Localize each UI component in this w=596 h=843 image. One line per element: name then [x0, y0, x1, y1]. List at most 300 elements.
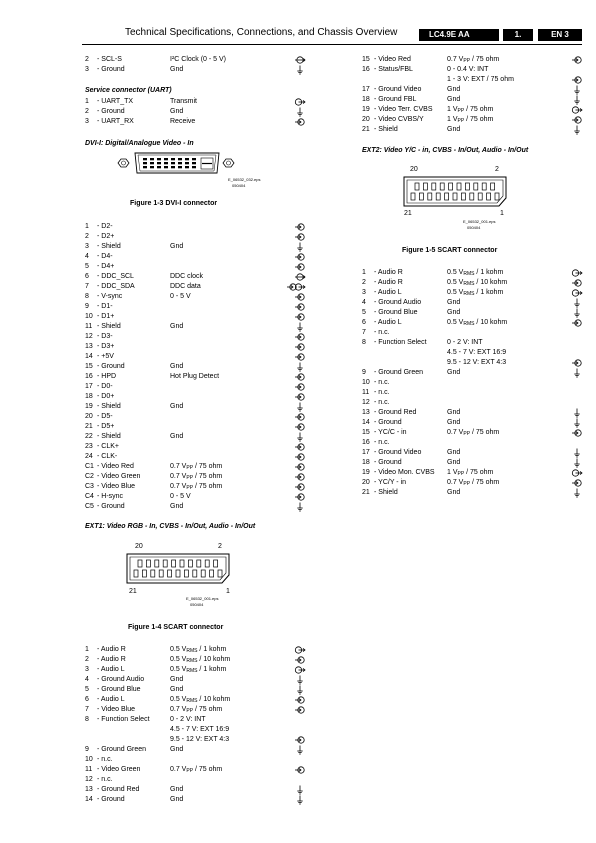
pin-signal-name: - YC/C - in	[374, 429, 407, 436]
pin-row	[362, 388, 582, 398]
pin-row	[85, 482, 305, 492]
scart-pin	[184, 570, 188, 577]
input-arrow-icon	[572, 428, 582, 438]
pin-row	[85, 795, 305, 805]
pin-description: Gnd	[170, 786, 184, 793]
ext1-image-code: E_06532_001.eps	[186, 596, 219, 601]
pin-description: Gnd	[447, 86, 461, 93]
pin-number: 13	[362, 409, 370, 416]
ground-icon	[295, 107, 305, 117]
ext1-pin-label-2: 2	[218, 543, 222, 550]
pin-description: 0.5 $V_{RMS} / 10$ kohm	[447, 319, 508, 327]
pin-signal-name: - Ground FBL	[374, 96, 417, 103]
pin-description: 0.7 $V_{PP} / 75$ ohm	[170, 473, 223, 481]
scart-pin	[415, 183, 419, 190]
pin-row	[85, 242, 305, 252]
scart-pin	[151, 570, 155, 577]
ext2-scart-pin-grid	[411, 183, 499, 200]
pin-number: 3	[85, 66, 89, 73]
input-arrow-icon	[295, 765, 305, 775]
pin-row	[85, 432, 305, 442]
scart-pin	[423, 183, 427, 190]
dvi-pin	[192, 166, 196, 168]
pin-number: 13	[85, 343, 93, 350]
pin-number: 3	[85, 243, 89, 250]
pin-number: C1	[85, 463, 94, 470]
ext1-scart-shell	[127, 554, 229, 583]
pin-description: Gnd	[170, 503, 184, 510]
ground-icon	[572, 95, 582, 105]
pin-signal-name: - Video Green	[97, 766, 141, 773]
ground-icon	[572, 448, 582, 458]
dvi-image-code: E_06532_032.eps	[228, 177, 261, 182]
pin-row	[85, 372, 305, 382]
ext2-scart-shell-inner	[407, 180, 503, 203]
pin-number: 1	[85, 98, 89, 105]
ground-icon	[295, 322, 305, 332]
dvi-pin	[171, 166, 175, 168]
pin-description: Gnd	[170, 746, 184, 753]
ext1-pin-label-21: 21	[129, 588, 137, 595]
pin-description: Gnd	[447, 419, 461, 426]
bidirectional-arrow-icon	[295, 272, 305, 282]
pin-row	[85, 55, 305, 65]
pin-description: 0 - 0.4 V: INT	[447, 66, 489, 73]
pin-description: 0.5 $V_{RMS} / 10$ kohm	[170, 656, 231, 664]
input-arrow-icon	[295, 482, 305, 492]
pin-signal-name: - Shield	[97, 323, 121, 330]
pin-signal-name: - H-sync	[97, 493, 124, 500]
pin-description: I²C Clock (0 - 5 V)	[170, 56, 227, 63]
pin-number: 15	[362, 429, 370, 436]
pin-row	[85, 462, 305, 472]
ext1-pin-label-20: 20	[135, 543, 143, 550]
pin-row	[362, 268, 582, 278]
dvi-pin	[192, 158, 196, 160]
output-arrow-icon	[572, 288, 582, 298]
pin-signal-name: - Ground	[97, 66, 125, 73]
pin-row	[362, 418, 582, 428]
pin-row	[85, 502, 305, 512]
pin-number: 8	[362, 339, 366, 346]
pin-signal-name: - Ground Blue	[374, 309, 418, 316]
pin-description: Gnd	[447, 126, 461, 133]
pin-number: C2	[85, 473, 94, 480]
pin-signal-name: - D5-	[97, 413, 113, 420]
pin-signal-name: - D4+	[97, 263, 115, 270]
ext1-image-date: 050404	[190, 602, 204, 607]
ground-icon	[295, 362, 305, 372]
scart-pin	[461, 193, 465, 200]
pin-row	[85, 725, 305, 735]
input-arrow-icon	[295, 412, 305, 422]
pin-row	[85, 232, 305, 242]
pin-signal-name: - n.c.	[374, 399, 390, 406]
pin-row	[85, 262, 305, 272]
pin-number: 18	[85, 393, 93, 400]
pin-number: 1	[85, 223, 89, 230]
ext1-pin-table	[85, 645, 305, 805]
pin-signal-name: - Audio R	[97, 656, 126, 663]
pin-number: 9	[85, 746, 89, 753]
scart-pin	[168, 570, 172, 577]
pin-number: 3	[85, 118, 89, 125]
pin-description: Hot Plug Detect	[170, 373, 220, 380]
i2c-pin-table	[85, 55, 305, 75]
pin-signal-name: - D0-	[97, 383, 113, 390]
pin-signal-name: - D3-	[97, 333, 113, 340]
pin-signal-name: - Video Green	[97, 473, 141, 480]
scart-pin	[163, 560, 167, 567]
pin-description: Gnd	[170, 686, 184, 693]
dvi-pin	[157, 166, 161, 168]
pin-row	[85, 302, 305, 312]
pin-number: 12	[85, 333, 93, 340]
pin-signal-name: - Video CVBS/Y	[374, 116, 424, 123]
scart-pin	[159, 570, 163, 577]
ground-icon	[572, 308, 582, 318]
pin-signal-name: - Video Red	[97, 463, 134, 470]
pin-signal-name: - Shield	[97, 433, 121, 440]
pin-number: 16	[362, 439, 370, 446]
pin-number: 19	[85, 403, 93, 410]
input-arrow-icon	[295, 695, 305, 705]
pin-signal-name: - Ground	[97, 503, 125, 510]
input-arrow-icon	[295, 342, 305, 352]
pin-signal-name: - n.c.	[374, 439, 390, 446]
pin-row	[85, 312, 305, 322]
ext2-image-code: E_06532_001.eps	[463, 219, 496, 224]
pin-row	[85, 322, 305, 332]
page-header	[0, 27, 596, 43]
ext2-scart-drawing	[403, 176, 513, 208]
pin-signal-name: - Function Select	[374, 339, 427, 346]
pin-row	[362, 468, 582, 478]
pin-row	[362, 65, 582, 75]
pin-row	[85, 352, 305, 362]
pin-description: DDC clock	[170, 273, 204, 280]
pin-number: 22	[85, 433, 93, 440]
pin-signal-name: - Audio L	[374, 289, 402, 296]
pin-signal-name: - +5V	[97, 353, 114, 360]
dvi-section-title: DVI-I: Digital/Analogue Video - In	[85, 140, 194, 147]
pin-row	[85, 117, 305, 127]
pin-row	[85, 492, 305, 502]
pin-row	[85, 272, 305, 282]
pin-row	[85, 745, 305, 755]
input-arrow-icon	[295, 262, 305, 272]
pin-description: 0 - 5 V	[170, 493, 191, 500]
pin-signal-name: - UART_TX	[97, 98, 134, 105]
ground-icon	[572, 298, 582, 308]
pin-description: 1 - 3 V: EXT / 75 ohm	[447, 76, 514, 83]
pin-number: 19	[362, 106, 370, 113]
scart-pin	[205, 560, 209, 567]
pin-row	[362, 448, 582, 458]
output-arrow-icon	[295, 282, 305, 292]
pin-number: 6	[85, 696, 89, 703]
input-arrow-icon	[295, 452, 305, 462]
pin-description: Gnd	[447, 459, 461, 466]
pin-number: 20	[362, 479, 370, 486]
scart-pin	[428, 193, 432, 200]
pin-row	[85, 342, 305, 352]
pin-row	[85, 655, 305, 665]
pin-row	[85, 222, 305, 232]
pin-number: 8	[85, 716, 89, 723]
pin-number: 15	[85, 363, 93, 370]
dvi-pin-table	[85, 222, 305, 512]
dvi-pin	[150, 166, 154, 168]
pin-description: Gnd	[170, 433, 184, 440]
pin-number: 21	[362, 489, 370, 496]
pin-row	[362, 75, 582, 85]
pin-signal-name: - V-sync	[97, 293, 123, 300]
dvi-pin	[185, 162, 189, 164]
pin-number: 21	[362, 126, 370, 133]
pin-number: 14	[85, 796, 93, 803]
pin-row	[362, 338, 582, 348]
pin-signal-name: - D1-	[97, 303, 113, 310]
dvi-pin	[192, 162, 196, 164]
pin-row	[85, 282, 305, 292]
pin-number: 12	[362, 399, 370, 406]
pin-description: 0.7 $V_{PP} / 75$ ohm	[447, 479, 500, 487]
pin-row	[362, 278, 582, 288]
pin-signal-name: - Video Red	[374, 56, 411, 63]
ext2-pin-label-20: 20	[410, 166, 418, 173]
pin-signal-name: - Shield	[97, 403, 121, 410]
scart-pin	[419, 193, 423, 200]
pin-row	[362, 105, 582, 115]
input-arrow-icon	[295, 422, 305, 432]
pin-row	[85, 765, 305, 775]
pin-number: 7	[85, 706, 89, 713]
scart-pin	[487, 193, 491, 200]
pin-number: 6	[85, 273, 89, 280]
dvi-pin	[157, 158, 161, 160]
scart-pin	[440, 183, 444, 190]
pin-signal-name: - DDC_SDA	[97, 283, 135, 290]
pin-description: 0.5 $V_{RMS} / 1$ kohm	[170, 666, 227, 674]
scart-pin	[474, 183, 478, 190]
ground-icon	[572, 488, 582, 498]
input-arrow-icon	[295, 372, 305, 382]
scart-pin	[411, 193, 415, 200]
input-arrow-icon	[295, 222, 305, 232]
input-arrow-icon	[295, 382, 305, 392]
header-divider	[82, 44, 582, 45]
dvi-pin	[143, 162, 147, 164]
page-title: Technical Specifications, Connections, and Chassis Overview	[125, 27, 398, 38]
dvi-mount-screw-right	[223, 159, 234, 167]
pin-number: 4	[85, 253, 89, 260]
ground-icon	[295, 432, 305, 442]
pin-signal-name: - Audio L	[97, 696, 125, 703]
pin-number: 11	[362, 389, 370, 396]
pin-signal-name: - D2+	[97, 233, 115, 240]
pin-row	[85, 452, 305, 462]
pin-signal-name: - HPD	[97, 373, 117, 380]
dvi-pin	[150, 158, 154, 160]
pin-description: 0.7 $V_{PP} / 75$ ohm	[170, 766, 223, 774]
pin-signal-name: - Ground Video	[374, 86, 422, 93]
pin-row	[85, 97, 305, 107]
pin-signal-name: - Shield	[97, 243, 121, 250]
pin-row	[85, 442, 305, 452]
pin-signal-name: - Ground Red	[97, 786, 140, 793]
pin-row	[362, 95, 582, 105]
ground-icon	[295, 242, 305, 252]
input-arrow-icon	[295, 735, 305, 745]
pin-number: 2	[85, 108, 89, 115]
dvi-mount-screw-left	[118, 159, 129, 167]
pin-row	[362, 368, 582, 378]
pin-signal-name: - Status/FBL	[374, 66, 413, 73]
pin-number: 10	[362, 379, 370, 386]
pin-signal-name: - Ground	[374, 419, 402, 426]
pin-number: 23	[85, 443, 93, 450]
input-arrow-icon	[572, 478, 582, 488]
ext2-pin-table	[362, 268, 582, 498]
scart-pin	[478, 193, 482, 200]
input-arrow-icon	[295, 462, 305, 472]
pin-description: Gnd	[447, 489, 461, 496]
pin-row	[362, 318, 582, 328]
pin-row	[362, 328, 582, 338]
ext2-section-title: EXT2: Video Y/C - in, CVBS - In/Out, Audio - In/Out	[362, 147, 529, 154]
dvi-pin	[157, 162, 161, 164]
pin-signal-name: - Video Mon. CVBS	[374, 469, 435, 476]
pin-signal-name: - Audio R	[374, 269, 403, 276]
pin-number: 18	[362, 459, 370, 466]
ext2-pin-label-21: 21	[404, 210, 412, 217]
pin-number: 10	[85, 313, 93, 320]
model-badge: LC4.9E AA	[419, 29, 499, 41]
input-arrow-icon	[295, 117, 305, 127]
ext1-section-title: EXT1: Video RGB - In, CVBS - In/Out, Audio - In/Out	[85, 523, 256, 530]
uart-section-title: Service connector (UART)	[85, 87, 172, 94]
pin-description: Gnd	[170, 363, 184, 370]
pin-row	[362, 125, 582, 135]
pin-row	[85, 715, 305, 725]
pin-signal-name: - Video Blue	[97, 706, 136, 713]
pin-number: 9	[362, 369, 366, 376]
section-badge: 1.	[503, 29, 533, 41]
pin-number: 12	[85, 776, 93, 783]
pin-description: Gnd	[170, 66, 184, 73]
pin-number: 4	[85, 676, 89, 683]
pin-description: 0.7 $V_{PP} / 75$ ohm	[447, 429, 500, 437]
pin-description: 4.5 - 7 V: EXT 16:9	[447, 349, 507, 356]
scart-pin	[142, 570, 146, 577]
ground-icon	[295, 402, 305, 412]
pin-signal-name: - Audio L	[97, 666, 125, 673]
pin-number: 2	[362, 279, 366, 286]
input-arrow-icon	[295, 292, 305, 302]
pin-description: 1 $V_{PP} / 75$ ohm	[447, 106, 494, 114]
pin-number: 16	[85, 373, 93, 380]
pin-signal-name: - D3+	[97, 343, 115, 350]
ext1-scart-pin-grid	[134, 560, 222, 577]
ext1-figure-caption: Figure 1-4 SCART connector	[128, 624, 224, 631]
scart-pin	[436, 193, 440, 200]
pin-number: 17	[85, 383, 93, 390]
pin-signal-name: - Ground Green	[374, 369, 424, 376]
pin-row	[85, 332, 305, 342]
pin-signal-name: - Function Select	[97, 716, 150, 723]
pin-row	[362, 358, 582, 368]
ground-icon	[295, 795, 305, 805]
pin-number: 3	[362, 289, 366, 296]
pin-signal-name: - CLK+	[97, 443, 119, 450]
pin-description: 0.7 $V_{PP} / 75$ ohm	[170, 483, 223, 491]
output-arrow-icon	[295, 97, 305, 107]
pin-number: 3	[85, 666, 89, 673]
pin-signal-name: - Ground	[374, 459, 402, 466]
pin-row	[85, 362, 305, 372]
pin-number: 13	[85, 786, 93, 793]
input-arrow-icon	[295, 352, 305, 362]
pin-description: Gnd	[447, 309, 461, 316]
ground-icon	[295, 675, 305, 685]
pin-description: 0.5 $V_{RMS} / 10$ kohm	[170, 696, 231, 704]
pin-description: Gnd	[447, 299, 461, 306]
ext2-scart-shell	[404, 177, 506, 206]
pin-number: 1	[85, 646, 89, 653]
pin-description: DDC data	[170, 283, 201, 290]
pin-row	[85, 382, 305, 392]
dvi-figure-caption: Figure 1-3 DVI-I connector	[130, 200, 218, 207]
input-arrow-icon	[295, 252, 305, 262]
pin-number: 6	[362, 319, 366, 326]
pin-row	[85, 755, 305, 765]
ext1-scart-shell-inner	[130, 557, 226, 580]
dvi-pin	[143, 158, 147, 160]
pin-signal-name: - Ground Video	[374, 449, 422, 456]
dvi-pin	[185, 158, 189, 160]
pin-description: 0.5 $V_{RMS} / 10$ kohm	[447, 279, 508, 287]
pin-row	[85, 675, 305, 685]
scart-pin	[465, 183, 469, 190]
pin-description: Transmit	[170, 98, 197, 105]
pin-number: 1	[362, 269, 366, 276]
pin-row	[85, 775, 305, 785]
pin-signal-name: - Audio R	[374, 279, 403, 286]
pin-row	[85, 645, 305, 655]
ground-icon	[295, 685, 305, 695]
pin-number: 17	[362, 449, 370, 456]
pin-row	[85, 252, 305, 262]
pin-description: Gnd	[170, 403, 184, 410]
scart-pin	[449, 183, 453, 190]
pin-signal-name: - Shield	[374, 126, 398, 133]
pin-row	[362, 288, 582, 298]
pin-signal-name: - D2-	[97, 223, 113, 230]
pin-number: 7	[85, 283, 89, 290]
pin-signal-name: - Video Blue	[97, 483, 136, 490]
ext2-pin-label-1: 1	[500, 210, 504, 217]
pin-number: 18	[362, 96, 370, 103]
input-arrow-icon	[295, 302, 305, 312]
input-arrow-icon	[295, 705, 305, 715]
scart-pin	[146, 560, 150, 567]
dvi-pin	[164, 162, 168, 164]
dvi-pin	[150, 162, 154, 164]
pin-description: 0 - 2 V: INT	[170, 716, 206, 723]
pin-row	[362, 398, 582, 408]
ground-icon	[572, 418, 582, 428]
